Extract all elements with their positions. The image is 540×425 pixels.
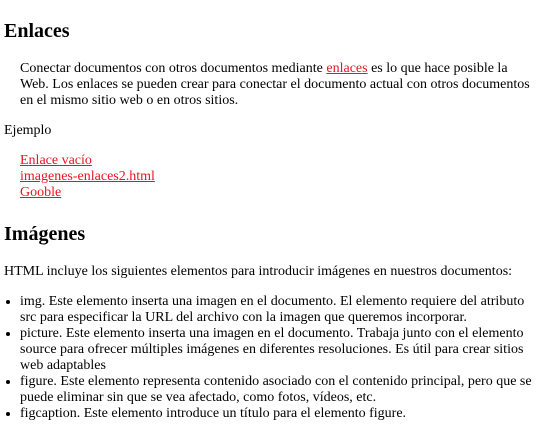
- page: [0, 20, 540, 422]
- ejemplo-label: Ejemplo: [4, 123, 52, 138]
- example-links: [20, 153, 536, 201]
- link-imagenes-enlaces2[interactable]: imagenes-enlaces2.html: [20, 169, 155, 184]
- list-item-picture: • picture. Este elemento inserta una imagen en el documento. Trabaja junto con el elemento source para ofrecer múltiples imágenes en diferentes resoluciones. Es útil para crear sitios web adaptables: [20, 326, 536, 374]
- imagenes-heading: Imágenes: [4, 223, 86, 245]
- list-item-img: • img. Este elemento inserta una imagen en el documento. El elemento requiere del atributo src para especificar la URL del archivo con la imagen que queremos incorporar.: [20, 294, 536, 326]
- imagenes-list: [4, 294, 536, 422]
- enlaces-paragraph-start: Conectar documentos con otros documentos mediante: [20, 61, 327, 76]
- link-enlace-vacio[interactable]: Enlace vacío: [20, 153, 92, 168]
- link-gooble[interactable]: Gooble: [20, 185, 62, 200]
- enlaces-paragraph-end: es lo que hace posible la Web. Los enlaces se pueden crear para conectar el documento actual con otros documentos en el mismo sitio web o en otros sitios.: [20, 61, 530, 108]
- enlaces-inline-link[interactable]: enlaces: [326, 61, 368, 76]
- imagenes-intro: HTML incluye los siguientes elementos para introducir imágenes en nuestros documentos:: [4, 264, 513, 279]
- enlaces-paragraph: [20, 61, 536, 109]
- list-item-figcaption: • figcaption. Este elemento introduce un título para el elemento figure.: [20, 406, 536, 422]
- list-item-figure: • figure. Este elemento representa contenido asociado con el contenido principal, pero que se puede eliminar sin que se vea afectado, como fotos, vídeos, etc.: [20, 374, 536, 406]
- enlaces-heading: Enlaces: [4, 20, 70, 42]
